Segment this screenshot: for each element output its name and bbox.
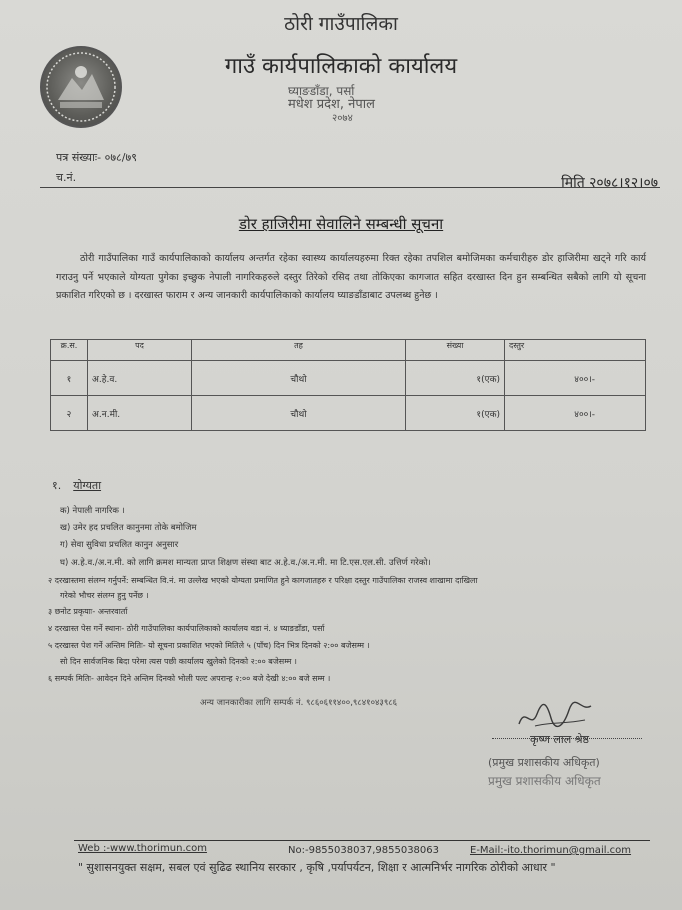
point-2-line-2: गरेको भौचर संलग्न हुनु पर्नेछ । — [60, 591, 149, 600]
cell-count: १(एक) — [406, 396, 505, 431]
footer-website-link[interactable]: Web :-www.thorimun.com — [78, 843, 207, 854]
municipality-name: ठोरी गाउँपालिका — [284, 13, 398, 35]
cell-post: अ.न.मी. — [88, 396, 192, 431]
stamp-line-1: घ्याङडाँडा, पर्सा — [288, 84, 355, 98]
cell-level: चौथो — [192, 396, 406, 431]
cell-serial: २ — [51, 396, 88, 431]
requirement-item: घ) अ.हे.व./अ.न.मी. को लागि क्रमश मान्यता प्राप्त शिक्षण संस्था बाट अ.हे.व./अ.न.मी. मा टि.एस.एल.सी. उत्तिर्ण गरेको। — [60, 558, 431, 568]
office-name: गाउँ कार्यपालिकाको कार्यालय — [224, 54, 458, 79]
stamp-line-2: मधेश प्रदेश, नेपाल — [288, 97, 375, 112]
qualification-heading — [52, 478, 101, 493]
table-row — [51, 396, 646, 431]
signer-title-line-1: (प्रमुख प्रशासकीय अधिकृत) — [488, 756, 600, 769]
cell-fee: ४००।- — [505, 361, 646, 396]
point-2-line-1: २ दरखास्तमा संलग्न गर्नुपर्ने: सम्बन्धित वि.नं. मा उल्लेख भएको योग्यता प्रमाणित हुने कागजातहरु र परिक्षा दस्तुर गाउँपालिका राजस्व शाखामा दाखिला — [48, 576, 478, 585]
requirement-item: ख) उमेर हद प्रचलित कानुनमा तोके बमोजिम — [60, 523, 197, 533]
col-count: संख्या — [406, 340, 505, 361]
qualification-number: १. — [52, 479, 62, 492]
point-6: ६ सम्पर्क मितिः- आवेदन दिने अन्तिम दिनको भोली पल्ट अपरान्ह २:०० बजे देखी ४:०० बजे सम्म । — [48, 674, 331, 683]
footer-rule — [74, 840, 650, 841]
requirement-item: क) नेपाली नागरिक । — [60, 506, 125, 516]
table-header-row — [51, 340, 646, 361]
qualification-heading-text: योग्यता — [73, 479, 102, 492]
notice-title: डोर हाजिरीमा सेवालिने सम्बन्धी सूचना — [238, 215, 444, 233]
footer-email-link[interactable]: E-Mail:-ito.thorimun@gmail.com — [470, 845, 632, 856]
dispatch-number: च.नं. — [56, 171, 77, 184]
point-4: ४ दरखास्त पेस गर्ने स्थानः- ठोरी गाउँपालिका कार्यपालिकाको कार्यालय वडा नं. ४ घ्याङडाँडा, पर्सा — [48, 624, 325, 633]
contact-numbers: अन्य जानकारीका लागि सम्पर्क नं. ९८६०६११४००,९८४१०४३९८६ — [200, 698, 398, 708]
cell-serial: १ — [51, 361, 88, 396]
signer-title — [488, 754, 601, 790]
footer-phone: No:-9855038037,9855038063 — [288, 845, 440, 856]
notice-body: ठोरी गाउँपालिका गाउँ कार्यपालिकाको कार्यालय अन्तर्गत रहेका स्वास्थ्य कार्यालयहरुमा रिक्त रहेका तपशिल बमोजिमका कर्मचारीहरु डोर हाजिरीमा खट्ने गरि कार्य गराउनु पर्ने भएकाले योग्यता पुगेका इच्छुक नेपाली नागरिकहरुले दस्तुर तिरेको रसिद तथा तोकिएका कागजात सहित दरखास्त दिन हुन सम्बन्धित सबैको लागि यो सूचना प्रकाशित गरिएको छ । दरखास्त फाराम र अन्य जानकारी कार्यपालिकाको कार्यालय घ्याङडाँडाबाट उपलब्ध हुनेछ । — [56, 253, 646, 301]
signer-name: कृष्ण लाल श्रेष्ठ — [530, 733, 589, 746]
col-serial: क्र.स. — [51, 340, 88, 361]
signer-title-line-2: प्रमुख प्रशासकीय अधिकृत — [488, 774, 601, 788]
point-5-line-1: ५ दरखास्त पेश गर्ने अन्तिम मितिः- यो सूचना प्रकाशित भएको मितिले ५ (पाँच) दिन भित्र दिनको २:०० बजेसम्म । — [48, 641, 370, 650]
footer-slogan: " सुशासनयुक्त सक्षम, सबल एवं सुढिढ स्थानिय सरकार , कृषि ,पर्यापर्यटन, शिक्षा र आत्मनिर्भर नागरिक ठोरीको आधार " — [78, 861, 556, 874]
office-stamp — [288, 84, 408, 140]
letter-number: पत्र संख्याः- ०७८/७९ — [56, 151, 137, 164]
cell-level: चौथो — [192, 361, 406, 396]
point-5-line-2: सो दिन सार्वजनिक बिदा परेमा त्यस पछी कार्यालय खुलेको दिनको २:०० बजेसम्म । — [60, 657, 297, 666]
col-post: पद — [88, 340, 192, 361]
signature-icon — [515, 700, 595, 732]
col-level: तह — [192, 340, 406, 361]
cell-post: अ.हे.व. — [88, 361, 192, 396]
issue-date: मिति २०७८।१२।०७ — [561, 175, 658, 191]
point-3: ३ छनोट प्रकृयाः- अन्तरवार्ता — [48, 607, 128, 616]
stamp-year: २०७४ — [332, 113, 353, 124]
requirement-item: ग) सेवा सुविधा प्रचलित कानुन अनुसार — [60, 540, 179, 550]
cell-count: १(एक) — [406, 361, 505, 396]
posts-table — [50, 339, 646, 431]
col-fee: दस्तुर — [505, 340, 646, 361]
table-row — [51, 361, 646, 396]
cell-fee: ४००।- — [505, 396, 646, 431]
